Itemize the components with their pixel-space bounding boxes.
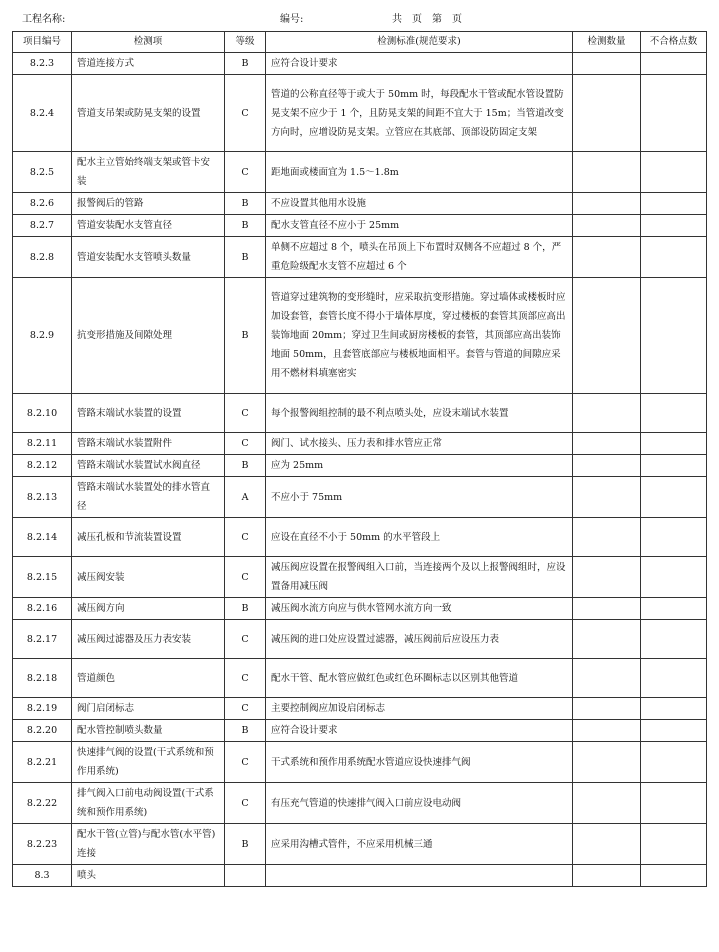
quantity-cell: [573, 433, 641, 455]
standard-cell: 单侧不应超过 8 个，喷头在吊顶上下布置时双侧各不应超过 8 个，严重危险级配水支管不应超过 6 个: [266, 237, 573, 278]
table-row: [13, 620, 707, 659]
table-row: [13, 152, 707, 193]
item-number-cell: 8.2.16: [13, 598, 72, 620]
grade-cell: C: [225, 620, 266, 659]
grade-cell: C: [225, 518, 266, 557]
table-row: [13, 698, 707, 720]
inspection-table: [12, 31, 707, 887]
standard-cell: 应采用沟槽式管件，不应采用机械三通: [266, 824, 573, 865]
column-header-inspection-item: 检测项: [72, 32, 225, 53]
standard-cell: 减压阀水流方向应与供水管网水流方向一致: [266, 598, 573, 620]
table-row: [13, 53, 707, 75]
item-number-cell: 8.2.17: [13, 620, 72, 659]
fail-points-cell: [641, 237, 707, 278]
table-row: [13, 865, 707, 887]
column-header-item-number: 项目编号: [13, 32, 72, 53]
grade-cell: B: [225, 278, 266, 394]
quantity-cell: [573, 53, 641, 75]
item-number-cell: 8.2.12: [13, 455, 72, 477]
fail-points-cell: [641, 394, 707, 433]
quantity-cell: [573, 720, 641, 742]
standard-cell: 管道的公称直径等于或大于 50mm 时，每段配水干管或配水管设置防晃支架不应少于 1 个，且防晃支架的间距不宜大于 15m；当管道改变方向时，应增设防晃支架。立管应在其底部、顶部设防固定支架: [266, 75, 573, 152]
quantity-cell: [573, 193, 641, 215]
grade-cell: B: [225, 215, 266, 237]
table-row: [13, 455, 707, 477]
item-number-cell: 8.2.4: [13, 75, 72, 152]
standard-cell: 距地面或楼面宜为 1.5～1.8m: [266, 152, 573, 193]
fail-points-cell: [641, 152, 707, 193]
standard-cell: 干式系统和预作用系统配水管道应设快速排气阀: [266, 742, 573, 783]
standard-cell: 配水支管直径不应小于 25mm: [266, 215, 573, 237]
table-row: [13, 477, 707, 518]
table-row: [13, 659, 707, 698]
column-header-grade: 等级: [225, 32, 266, 53]
item-number-cell: 8.2.5: [13, 152, 72, 193]
standard-cell: 不应设置其他用水设施: [266, 193, 573, 215]
column-header-standard: 检测标准(规范要求): [266, 32, 573, 53]
fail-points-cell: [641, 53, 707, 75]
fail-points-cell: [641, 278, 707, 394]
standard-cell: [266, 865, 573, 887]
quantity-cell: [573, 215, 641, 237]
quantity-cell: [573, 742, 641, 783]
fail-points-cell: [641, 598, 707, 620]
grade-cell: B: [225, 598, 266, 620]
item-number-cell: 8.2.23: [13, 824, 72, 865]
grade-cell: C: [225, 698, 266, 720]
table-row: [13, 598, 707, 620]
fail-points-cell: [641, 433, 707, 455]
column-header-fail-points: 不合格点数: [641, 32, 707, 53]
inspection-item-cell: 管道安装配水支管直径: [72, 215, 225, 237]
inspection-item-cell: 管路末端试水装置试水阀直径: [72, 455, 225, 477]
grade-cell: C: [225, 783, 266, 824]
fail-points-cell: [641, 193, 707, 215]
quantity-cell: [573, 557, 641, 598]
item-number-cell: 8.2.20: [13, 720, 72, 742]
table-row: [13, 394, 707, 433]
fail-points-cell: [641, 783, 707, 824]
quantity-cell: [573, 824, 641, 865]
grade-cell: C: [225, 659, 266, 698]
inspection-item-cell: 排气阀入口前电动阀设置(干式系统和预作用系统): [72, 783, 225, 824]
inspection-item-cell: 管道安装配水支管喷头数量: [72, 237, 225, 278]
table-row: [13, 720, 707, 742]
fail-points-cell: [641, 620, 707, 659]
item-number-cell: 8.2.3: [13, 53, 72, 75]
inspection-item-cell: 减压阀过滤器及压力表安装: [72, 620, 225, 659]
table-row: [13, 237, 707, 278]
quantity-cell: [573, 477, 641, 518]
inspection-item-cell: 管路末端试水装置处的排水管直径: [72, 477, 225, 518]
table-row: [13, 824, 707, 865]
table-row: [13, 742, 707, 783]
inspection-item-cell: 配水主立管始终端支架或管卡安装: [72, 152, 225, 193]
inspection-item-cell: 配水干管(立管)与配水管(水平管)连接: [72, 824, 225, 865]
item-number-cell: 8.2.8: [13, 237, 72, 278]
inspection-item-cell: 管道连接方式: [72, 53, 225, 75]
fail-points-cell: [641, 698, 707, 720]
inspection-item-cell: 减压阀安装: [72, 557, 225, 598]
page-header: [22, 12, 702, 28]
item-number-cell: 8.2.6: [13, 193, 72, 215]
grade-cell: B: [225, 237, 266, 278]
standard-cell: 有压充气管道的快速排气阀入口前应设电动阀: [266, 783, 573, 824]
table-row: [13, 783, 707, 824]
table-body: [13, 53, 707, 887]
grade-cell: [225, 865, 266, 887]
page-count-label: 共 页 第 页: [392, 14, 462, 25]
quantity-cell: [573, 237, 641, 278]
standard-cell: 管道穿过建筑物的变形缝时，应采取抗变形措施。穿过墙体或楼板时应加设套管，套管长度不得小于墙体厚度，穿过楼板的套管其顶部应高出装饰地面 20mm；穿过卫生间或厨房楼板的套管，其顶部应高出装饰地面 50mm，且套管底部应与楼板地面相平。套管与管道的间隙应采用不燃材料填塞密实: [266, 278, 573, 394]
standard-cell: 减压阀应设置在报警阀组入口前，当连接两个及以上报警阀组时，应设置备用减压阀: [266, 557, 573, 598]
fail-points-cell: [641, 557, 707, 598]
standard-cell: 应设在直径不小于 50mm 的水平管段上: [266, 518, 573, 557]
inspection-item-cell: 喷头: [72, 865, 225, 887]
fail-points-cell: [641, 215, 707, 237]
grade-cell: C: [225, 152, 266, 193]
standard-cell: 应为 25mm: [266, 455, 573, 477]
grade-cell: C: [225, 394, 266, 433]
grade-cell: B: [225, 53, 266, 75]
item-number-cell: 8.2.10: [13, 394, 72, 433]
inspection-item-cell: 管路末端试水装置的设置: [72, 394, 225, 433]
grade-cell: C: [225, 742, 266, 783]
quantity-cell: [573, 659, 641, 698]
item-number-cell: 8.2.7: [13, 215, 72, 237]
quantity-cell: [573, 598, 641, 620]
fail-points-cell: [641, 659, 707, 698]
grade-cell: B: [225, 455, 266, 477]
quantity-cell: [573, 75, 641, 152]
table-header-row: [13, 32, 707, 53]
document-number-label: 编号:: [280, 14, 304, 25]
item-number-cell: 8.2.14: [13, 518, 72, 557]
fail-points-cell: [641, 75, 707, 152]
quantity-cell: [573, 455, 641, 477]
fail-points-cell: [641, 477, 707, 518]
fail-points-cell: [641, 455, 707, 477]
grade-cell: B: [225, 720, 266, 742]
item-number-cell: 8.2.18: [13, 659, 72, 698]
table-row: [13, 193, 707, 215]
standard-cell: 应符合设计要求: [266, 53, 573, 75]
item-number-cell: 8.2.11: [13, 433, 72, 455]
inspection-item-cell: 快速排气阀的设置(干式系统和预作用系统): [72, 742, 225, 783]
fail-points-cell: [641, 824, 707, 865]
standard-cell: 应符合设计要求: [266, 720, 573, 742]
inspection-item-cell: 管路末端试水装置附件: [72, 433, 225, 455]
table-row: [13, 215, 707, 237]
grade-cell: C: [225, 557, 266, 598]
inspection-item-cell: 管道颜色: [72, 659, 225, 698]
table-row: [13, 278, 707, 394]
inspection-item-cell: 减压孔板和节流装置设置: [72, 518, 225, 557]
fail-points-cell: [641, 865, 707, 887]
quantity-cell: [573, 865, 641, 887]
inspection-item-cell: 抗变形措施及间隙处理: [72, 278, 225, 394]
fail-points-cell: [641, 720, 707, 742]
item-number-cell: 8.2.15: [13, 557, 72, 598]
standard-cell: 不应小于 75mm: [266, 477, 573, 518]
standard-cell: 每个报警阀组控制的最不利点喷头处，应设末端试水装置: [266, 394, 573, 433]
quantity-cell: [573, 394, 641, 433]
grade-cell: B: [225, 824, 266, 865]
fail-points-cell: [641, 518, 707, 557]
table-row: [13, 75, 707, 152]
fail-points-cell: [641, 742, 707, 783]
inspection-item-cell: 管道支吊架或防晃支架的设置: [72, 75, 225, 152]
standard-cell: 主要控制阀应加设启闭标志: [266, 698, 573, 720]
item-number-cell: 8.2.19: [13, 698, 72, 720]
quantity-cell: [573, 698, 641, 720]
inspection-item-cell: 减压阀方向: [72, 598, 225, 620]
inspection-item-cell: 报警阀后的管路: [72, 193, 225, 215]
item-number-cell: 8.2.13: [13, 477, 72, 518]
standard-cell: 减压阀的进口处应设置过滤器，减压阀前后应设压力表: [266, 620, 573, 659]
standard-cell: 配水干管、配水管应做红色或红色环圈标志以区别其他管道: [266, 659, 573, 698]
grade-cell: C: [225, 433, 266, 455]
item-number-cell: 8.3: [13, 865, 72, 887]
grade-cell: A: [225, 477, 266, 518]
table-row: [13, 557, 707, 598]
project-name-label: 工程名称:: [22, 14, 66, 25]
item-number-cell: 8.2.9: [13, 278, 72, 394]
quantity-cell: [573, 518, 641, 557]
quantity-cell: [573, 783, 641, 824]
grade-cell: B: [225, 193, 266, 215]
table-row: [13, 518, 707, 557]
inspection-item-cell: 阀门启闭标志: [72, 698, 225, 720]
quantity-cell: [573, 152, 641, 193]
grade-cell: C: [225, 75, 266, 152]
item-number-cell: 8.2.22: [13, 783, 72, 824]
item-number-cell: 8.2.21: [13, 742, 72, 783]
standard-cell: 阀门、试水接头、压力表和排水管应正常: [266, 433, 573, 455]
quantity-cell: [573, 620, 641, 659]
quantity-cell: [573, 278, 641, 394]
column-header-quantity: 检测数量: [573, 32, 641, 53]
table-row: [13, 433, 707, 455]
inspection-item-cell: 配水管控制喷头数量: [72, 720, 225, 742]
